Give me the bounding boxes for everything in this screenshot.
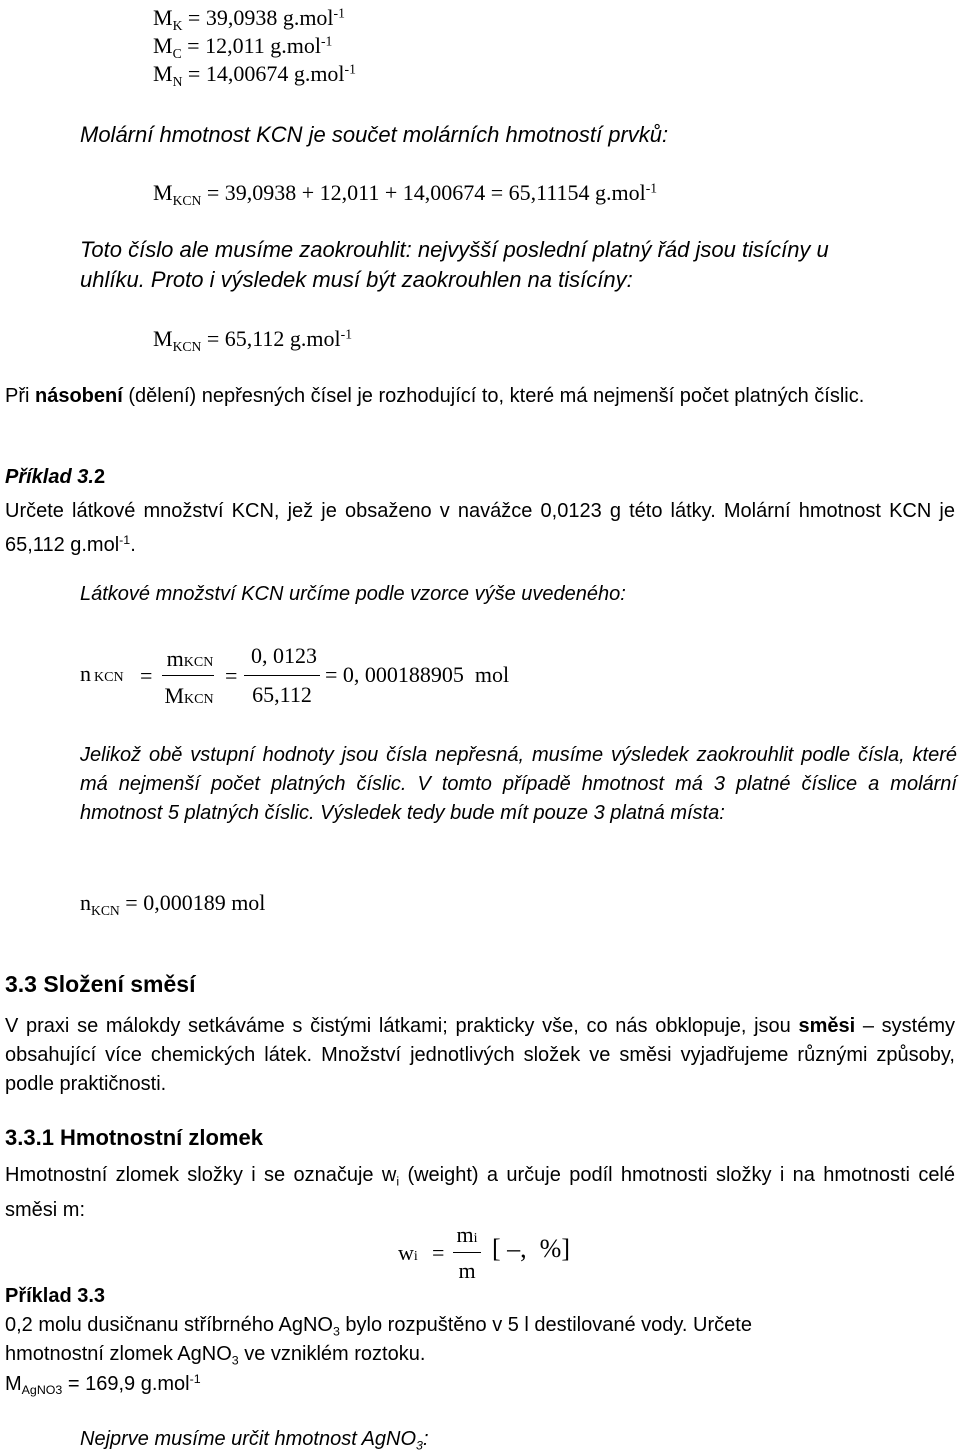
fraction-line-2: [244, 675, 320, 676]
formula-w-equals: =: [432, 1240, 445, 1265]
section-3-3-1-heading: 3.3.1 Hmotnostní zlomek: [5, 1125, 263, 1150]
example-3-3-line-1: 0,2 molu dusičnanu stříbrného AgNO$_3$ bylo rozpuštěno v 5 l destilované vody. Určete: [5, 1314, 752, 1339]
equation-mkcn-rounded: $M_{KCN} = 65,112$ g.mol$^{-1}$: [153, 326, 353, 354]
formula-result: = 0, 000188905 mol: [325, 662, 510, 687]
fraction-mi-numerator: mi: [456, 1222, 478, 1247]
molar-mass-k: $M_K = 39,0938$ g.mol$^{-1}$: [153, 5, 345, 33]
rounding-justification: Jelikož obě vstupní hodnoty jsou čísla nepřesná, musíme výsledek zaokrouhlit podle čísla, které má nejmenší počet platných číslic. V tomto případě hmotnost má 3 platné číslice a molární hmotnost 5 platných číslic. Výsledek tedy bude mít pouze 3 platná místa:: [80, 744, 957, 824]
fraction-m-total: m: [458, 1258, 476, 1283]
example-3-2-text: Určete látkové množství KCN, jež je obsaženo v navážce 0,0123 g této látky. Molární hmotnost KCN je 65,112 g.mol$^{-1}$.: [5, 500, 955, 556]
fraction-value-denominator: 65,112: [252, 682, 312, 707]
formula-n-kcn: nKCN: [80, 661, 124, 686]
rounding-text-line-1: Toto číslo ale musíme zaokrouhlit: nejvyšší poslední platný řád jsou tisícíny u: [80, 237, 829, 262]
section-3-3-heading: 3.3 Složení směsí: [5, 971, 196, 997]
formula-equals-2: =: [225, 663, 238, 688]
mass-fraction-paragraph: Hmotnostní zlomek složky i se označuje $w_i$ (weight) a určuje podíl hmotnosti složky i na hmotnosti celé směsi m:: [5, 1164, 956, 1222]
example-3-3-line-2: hmotnostní zlomek AgNO$_3$ ve vzniklém roztoku.: [5, 1343, 426, 1368]
mixtures-paragraph: V praxi se málokdy setkáváme s čistými látkami; prakticky vše, co nás obklopuje, jsou směsi – systémy obsahující více chemických látek. Množství jednotlivých složek ve směsi vyjadřujeme různými způsoby, podle praktičnosti.: [5, 1015, 956, 1095]
fraction-line-w: [453, 1252, 481, 1253]
molar-mass-intro: Molární hmotnost KCN je součet molárních hmotností prvků:: [80, 122, 669, 147]
formula-w-i: wi: [398, 1240, 418, 1265]
fraction-m-denominator: MKCN: [164, 683, 214, 708]
equation-mkcn-sum: $M_{KCN} = 39,0938 + 12,011 + 14,00674 = 65,11154$ g.mol$^{-1}$: [153, 180, 658, 208]
multiplication-rule: Při násobení (dělení) nepřesných čísel je rozhodující to, které má nejmenší počet platných číslic.: [5, 385, 865, 407]
mass-first-step: Nejprve musíme určit hmotnost AgNO$_3$:: [80, 1428, 429, 1453]
example-3-2-heading: Příklad 3.2: [5, 466, 106, 488]
example-3-3-heading: Příklad 3.3: [5, 1285, 106, 1307]
amount-formula-intro: Látkové množství KCN určíme podle vzorce výše uvedeného:: [80, 583, 626, 605]
rounding-text-line-2: uhlíku. Proto i výsledek musí být zaokrouhlen na tisícíny:: [80, 267, 633, 292]
fraction-m-numerator: mKCN: [166, 646, 214, 671]
molar-mass-c: $M_C = 12,011$ g.mol$^{-1}$: [153, 33, 333, 61]
equation-n-final: $n_{KCN} = 0,000189$ mol: [80, 890, 266, 918]
example-3-3-molar-mass: $M_{AgNO3} = 169,9$ g.mol$^{-1}$: [5, 1372, 201, 1398]
formula-w-units: [ –, %]: [492, 1234, 570, 1263]
fraction-value-numerator: 0, 0123: [251, 643, 317, 668]
formula-equals-1: =: [140, 663, 153, 688]
fraction-line-1: [162, 675, 214, 676]
molar-mass-n: $M_N = 14,00674$ g.mol$^{-1}$: [153, 61, 356, 89]
